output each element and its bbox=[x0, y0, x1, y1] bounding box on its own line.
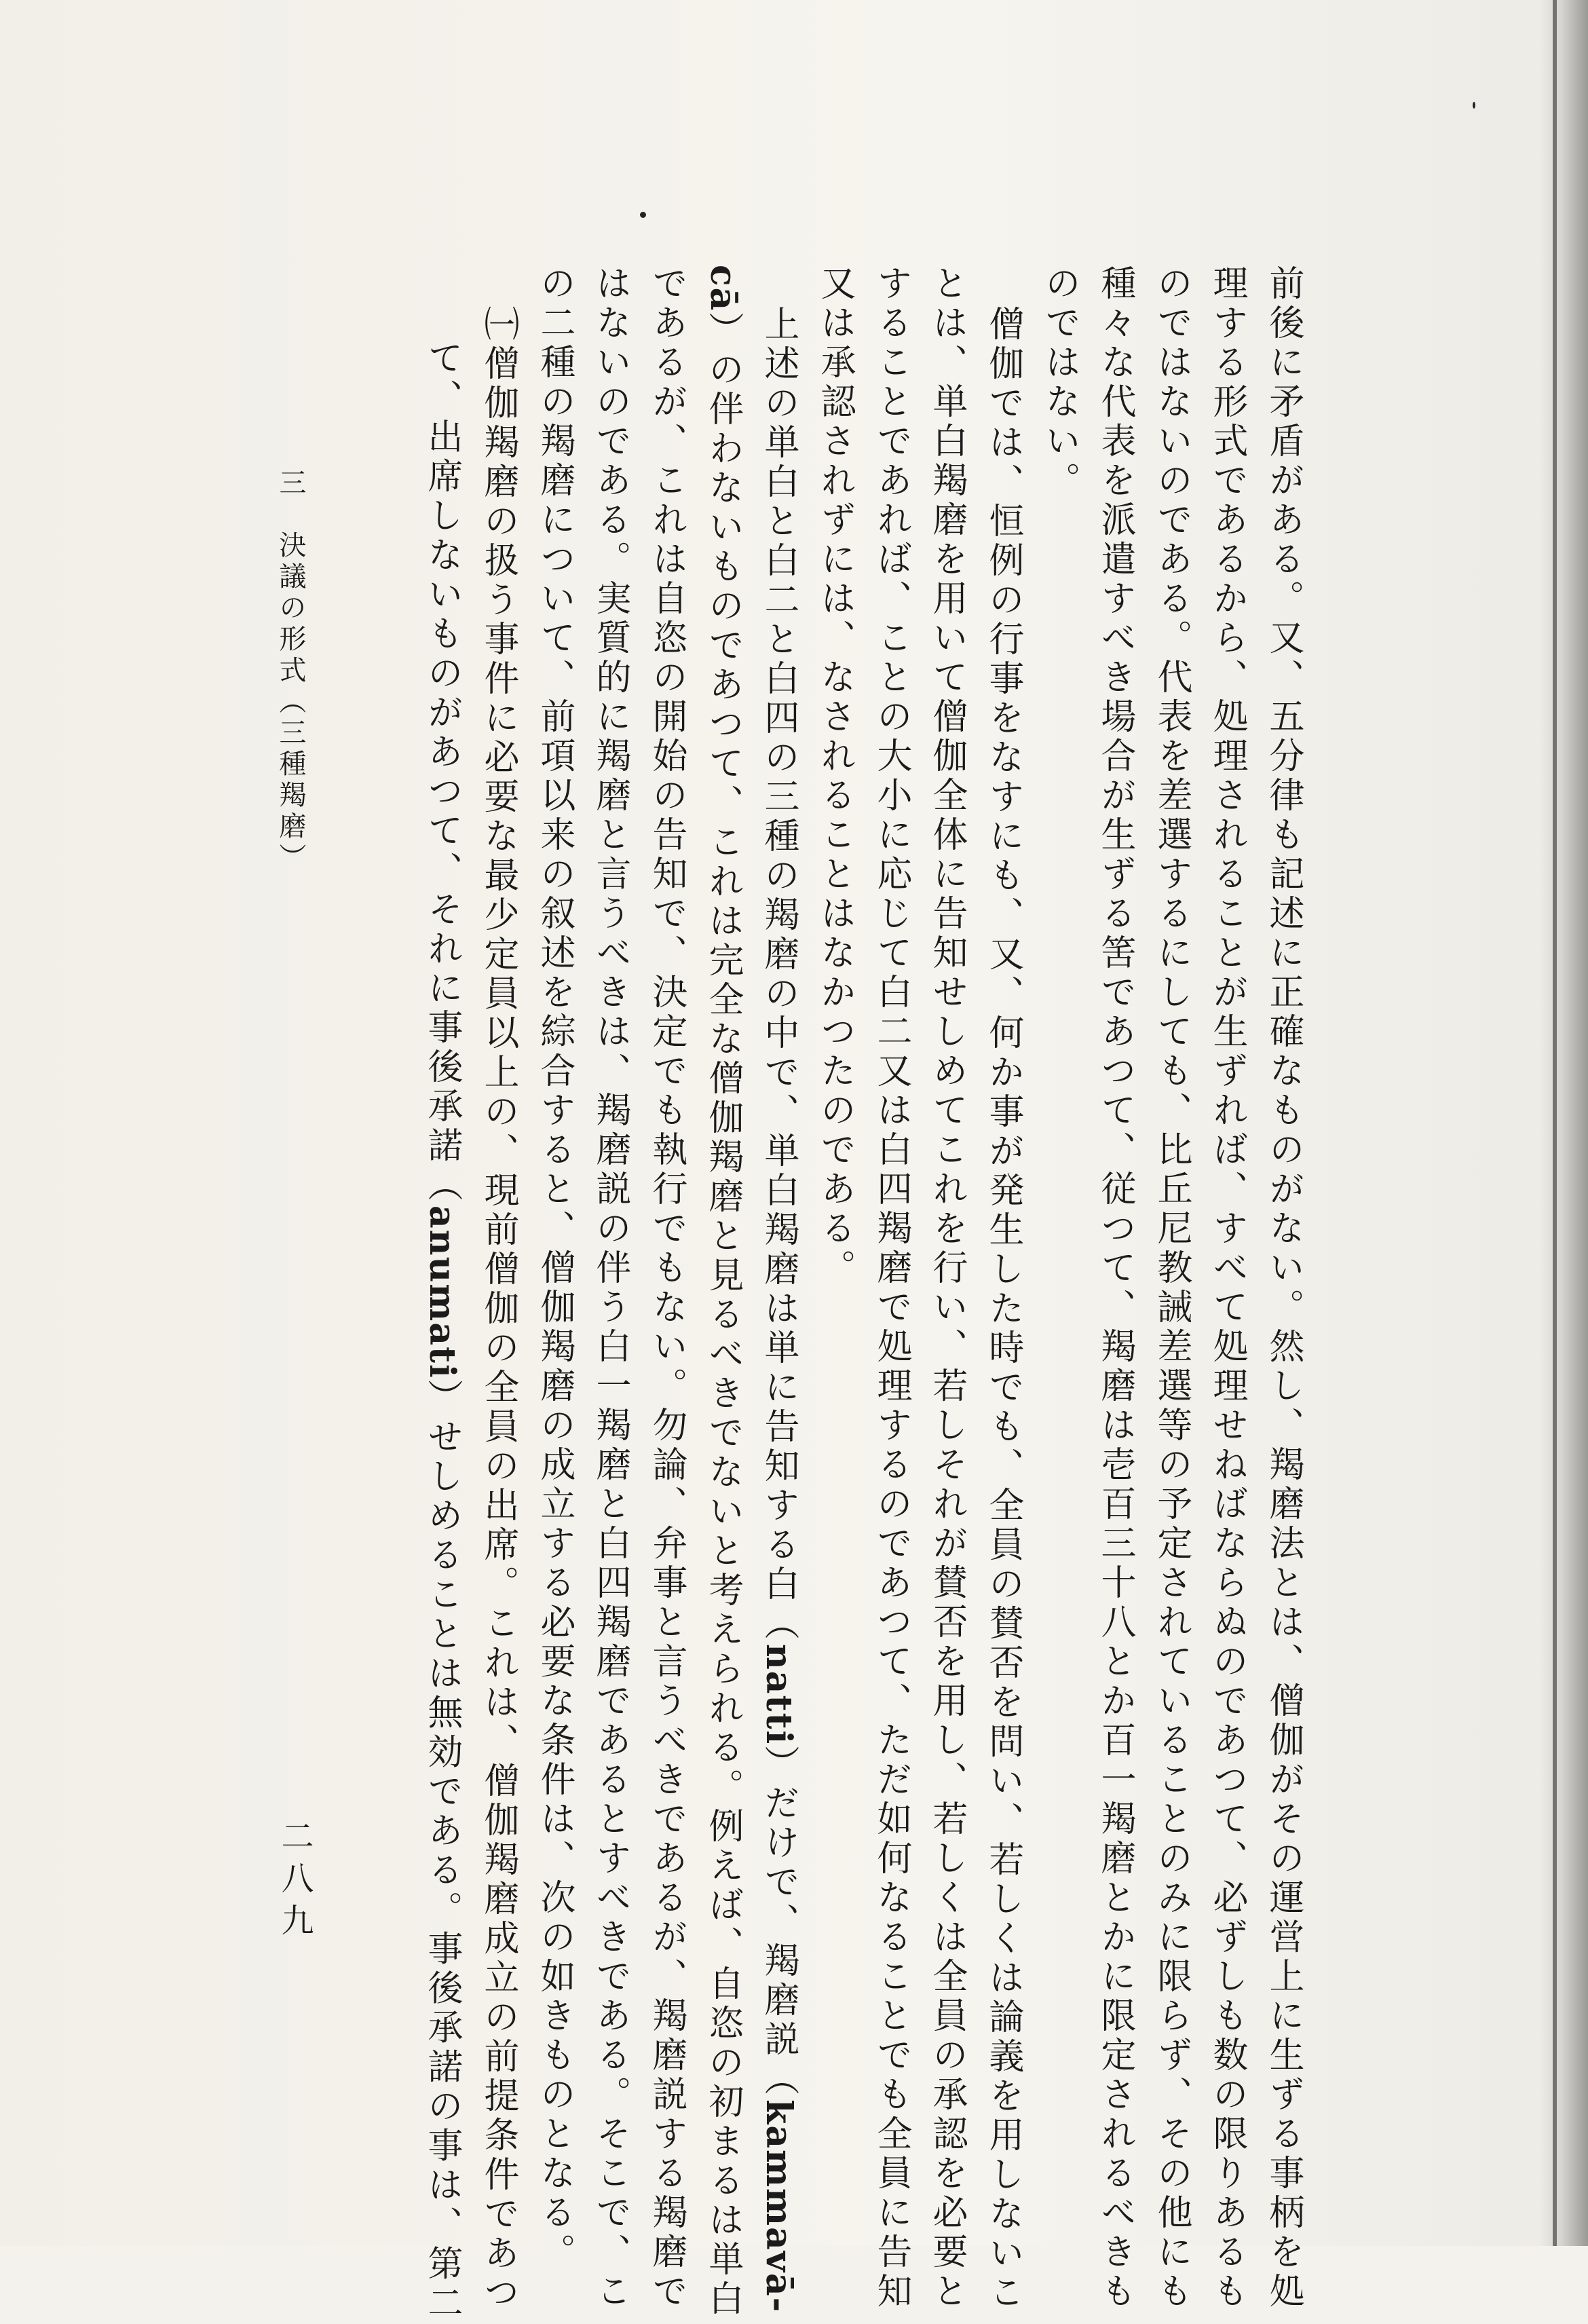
term-kammavaca-part2: cā bbox=[702, 265, 744, 312]
p3-line-3: であるが、これは自恣の開始の告知で、決定でも執行でもない。勿論、弁事と言うべきであるが、羯磨説する羯磨で bbox=[646, 265, 687, 2312]
term-natti: natti bbox=[758, 1644, 799, 1746]
scan-edge-shadow bbox=[1540, 0, 1588, 2246]
item1-line-2-text-b: ）せしめることは無効である。事後承諾の事は、第二 bbox=[421, 1379, 462, 2324]
p3-line-1-mid: ）だけで、羯磨説（ bbox=[758, 1745, 799, 2100]
item1-line-1-text: 僧伽羯磨の扱う事件に必要な最少定員以上の、現前僧伽の全員の出席。これは、僧伽羯磨成立の前提条件であつ bbox=[478, 345, 518, 2313]
p3-line-1 bbox=[758, 305, 799, 2314]
p3-line-5: の二種の羯磨について、前項以来の叙述を綜合すると、僧伽羯磨の成立する必要な条件は、次の如きものとなる。 bbox=[534, 265, 575, 2272]
scan-edge-line bbox=[1553, 0, 1557, 2246]
p3-line-1-text: 上述の単白と白二と白四の三種の羯磨の中で、単白羯磨は単に告知する白（ bbox=[758, 305, 799, 1644]
p1-line-4: 種々な代表を派遣すべき場合が生ずる筈であつて、従つて、羯磨は壱百三十八とか百一羯磨とかに限定されるべきも bbox=[1095, 265, 1135, 2312]
item1-line-2-text-a: て、出席しないものがあつて、それに事後承諾（ bbox=[421, 339, 462, 1205]
term-kammavaca-part1: kammavā- bbox=[758, 2099, 799, 2314]
term-anumati: anumati bbox=[421, 1205, 463, 1379]
p1-line-2: 理する形式であるから、処理されることが生ずれば、すべて処理せねばならぬのであつて、必ずしも数の限りあるも bbox=[1207, 265, 1247, 2312]
p1-line-5: のではない。 bbox=[1039, 265, 1080, 501]
p2-line-2: とは、単白羯磨を用いて僧伽全体に告知せしめてこれを行い、若しそれが賛否を用し、若しくは全員の承認を必要と bbox=[926, 265, 967, 2312]
running-header: 三 決議の形式（三種羯磨） bbox=[275, 468, 306, 874]
p3-line-4: はないのである。実質的に羯磨と言うべきは、羯磨説の伴う白一羯磨と白四羯磨であるとすべきである。そこで、こ bbox=[590, 265, 630, 2312]
item1-line-1 bbox=[480, 305, 516, 2313]
p3-line-2-text: ）の伴わないものであつて、これは完全な僧伽羯磨と見るべきでないと考えられる。例えば、自恣の初まるは単白 bbox=[702, 312, 743, 2320]
ink-speck bbox=[1473, 102, 1475, 109]
ink-speck bbox=[640, 212, 646, 218]
p1-line-1: 前後に矛盾がある。又、五分律も記述に正確なものがない。然し、羯磨法とは、僧伽がその運営上に生ずる事柄を処 bbox=[1263, 265, 1304, 2312]
p2-line-4: 又は承認されずには、なされることはなかつたのである。 bbox=[814, 265, 855, 1288]
page-number: 二八九 bbox=[276, 1819, 314, 1945]
p2-line-1: 僧伽では、恒例の行事をなすにも、又、何か事が発生した時でも、全員の賛否を問い、若しくは論義を用しないこ bbox=[983, 305, 1023, 2313]
p1-line-3: のではないのである。代表を差選するにしても、比丘尼教誡差選等の予定されていることのみに限らず、その他にも bbox=[1151, 265, 1192, 2312]
item1-line-2 bbox=[421, 339, 463, 2324]
item1-marker: ㈠ bbox=[478, 305, 518, 345]
p2-line-3: することであれば、ことの大小に応じて白二又は白四羯磨で処理するのであつて、ただ如何なることでも全員に告知 bbox=[871, 265, 911, 2312]
p3-line-2 bbox=[702, 265, 744, 2320]
